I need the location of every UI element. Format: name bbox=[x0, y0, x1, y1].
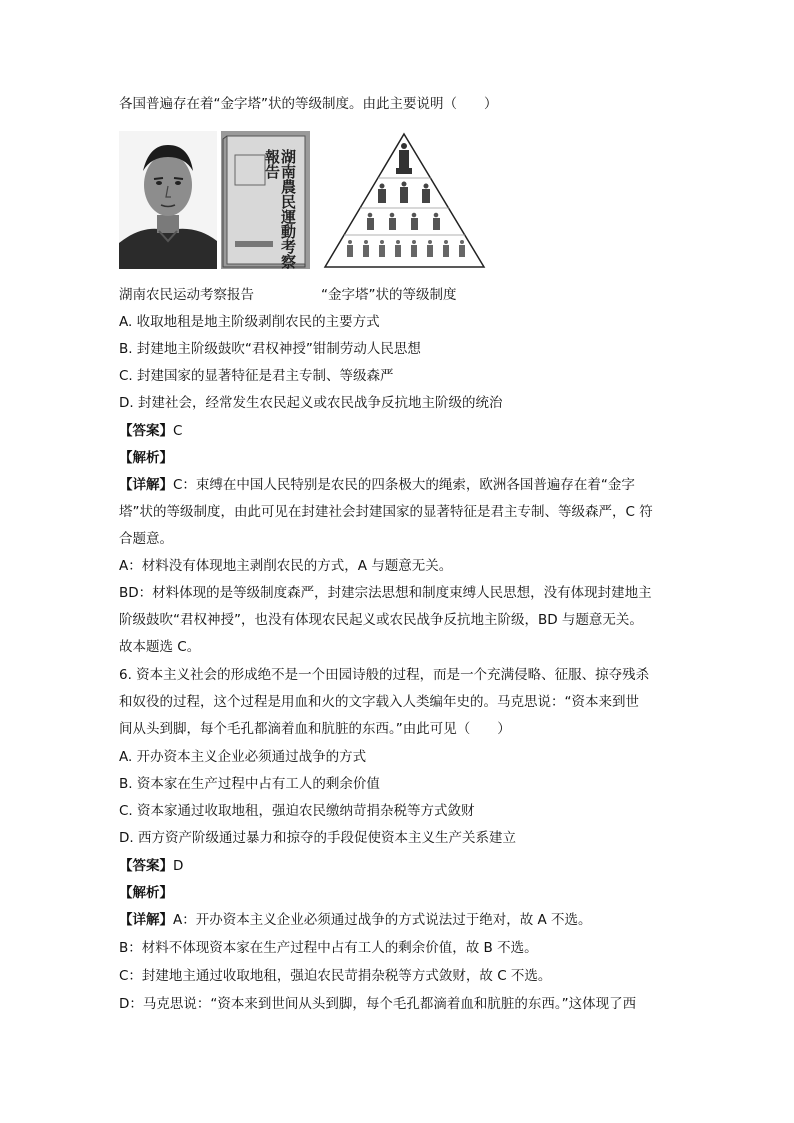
q6-detail-line bbox=[119, 910, 592, 930]
detail-text: A：开办资本主义企业必须通过战争的方式说法过于绝对，故 A 不选。 bbox=[173, 912, 592, 928]
q5-detail-line: A：材料没有体现地主剥削农民的方式，A 与题意无关。 bbox=[119, 558, 453, 574]
answer-tag: 【答案】 bbox=[119, 423, 173, 439]
q5-option-d: D. 封建社会，经常发生农民起义或农民战争反抗地主阶级的统治 bbox=[119, 395, 503, 411]
q5-detail-line: 故本题选 C。 bbox=[119, 639, 201, 655]
answer-value: D bbox=[173, 858, 184, 874]
q6-detail-line: B：材料不体现资本家在生产过程中占有工人的剩余价值，故 B 不选。 bbox=[119, 940, 538, 956]
book-title: 湖南農民運動考察報告 bbox=[263, 149, 297, 269]
q6-option-d: D. 西方资产阶级通过暴力和掠夺的手段促使资本主义生产关系建立 bbox=[119, 830, 516, 846]
q5-option-b: B. 封建地主阶级鼓吹“君权神授”钳制劳动人民思想 bbox=[119, 341, 421, 357]
question-6-stem: 6. 资本主义社会的形成绝不是一个田园诗般的过程，而是一个充满侵略、征服、掠夺残杀 bbox=[119, 667, 650, 683]
q6-analysis-tag: 【解析】 bbox=[119, 885, 173, 901]
caption-left: 湖南农民运动考察报告 bbox=[119, 287, 254, 303]
q6-option-b: B. 资本家在生产过程中占有工人的剩余价值 bbox=[119, 776, 380, 792]
q6-detail-line: C：封建地主通过收取地租，强迫农民苛捐杂税等方式敛财，故 C 不选。 bbox=[119, 968, 552, 984]
pyramid-hierarchy-figure bbox=[322, 131, 487, 270]
q6-answer bbox=[119, 856, 183, 876]
portrait-photo bbox=[119, 131, 217, 269]
question-5-stem: 各国普遍存在着“金字塔”状的等级制度。由此主要说明（ ） bbox=[119, 96, 498, 112]
question-6-stem: 和奴役的过程，这个过程是用血和火的文字载入人类编年史的。马克思说：“资本来到世 bbox=[119, 694, 639, 710]
q5-answer bbox=[119, 421, 182, 441]
q6-option-c: C. 资本家通过收取地租，强迫农民缴纳苛捐杂税等方式敛财 bbox=[119, 803, 475, 819]
detail-tag: 【详解】 bbox=[119, 477, 173, 493]
q5-option-a: A. 收取地租是地主阶级剥削农民的主要方式 bbox=[119, 314, 380, 330]
answer-tag: 【答案】 bbox=[119, 858, 173, 874]
q5-detail-line: BD：材料体现的是等级制度森严，封建宗法思想和制度束缚人民思想，没有体现封建地主 bbox=[119, 585, 652, 601]
q6-option-a: A. 开办资本主义企业必须通过战争的方式 bbox=[119, 749, 367, 765]
detail-tag: 【详解】 bbox=[119, 912, 173, 928]
detail-text: C：束缚在中国人民特别是农民的四条极大的绳索，欧洲各国普遍存在着“金字 bbox=[173, 477, 635, 493]
q5-detail-line: 塔”状的等级制度，由此可见在封建社会封建国家的显著特征是君主专制、等级森严，C 符 bbox=[119, 504, 653, 520]
report-book-cover bbox=[221, 131, 310, 269]
q5-option-c: C. 封建国家的显著特征是君主专制、等级森严 bbox=[119, 368, 394, 384]
q5-detail-line bbox=[119, 475, 635, 495]
q5-analysis-tag: 【解析】 bbox=[119, 450, 173, 466]
answer-value: C bbox=[173, 423, 183, 439]
q6-detail-line: D：马克思说：“资本来到世间从头到脚，每个毛孔都滴着血和肮脏的东西。”这体现了西 bbox=[119, 996, 637, 1012]
question-6-stem: 间从头到脚，每个毛孔都滴着血和肮脏的东西。”由此可见（ ） bbox=[119, 721, 511, 737]
caption-right: “金字塔”状的等级制度 bbox=[321, 287, 457, 303]
q5-detail-line: 阶级鼓吹“君权神授”，也没有体现农民起义或农民战争反抗地主阶级，BD 与题意无关。 bbox=[119, 612, 643, 628]
q5-detail-line: 合题意。 bbox=[119, 531, 173, 547]
